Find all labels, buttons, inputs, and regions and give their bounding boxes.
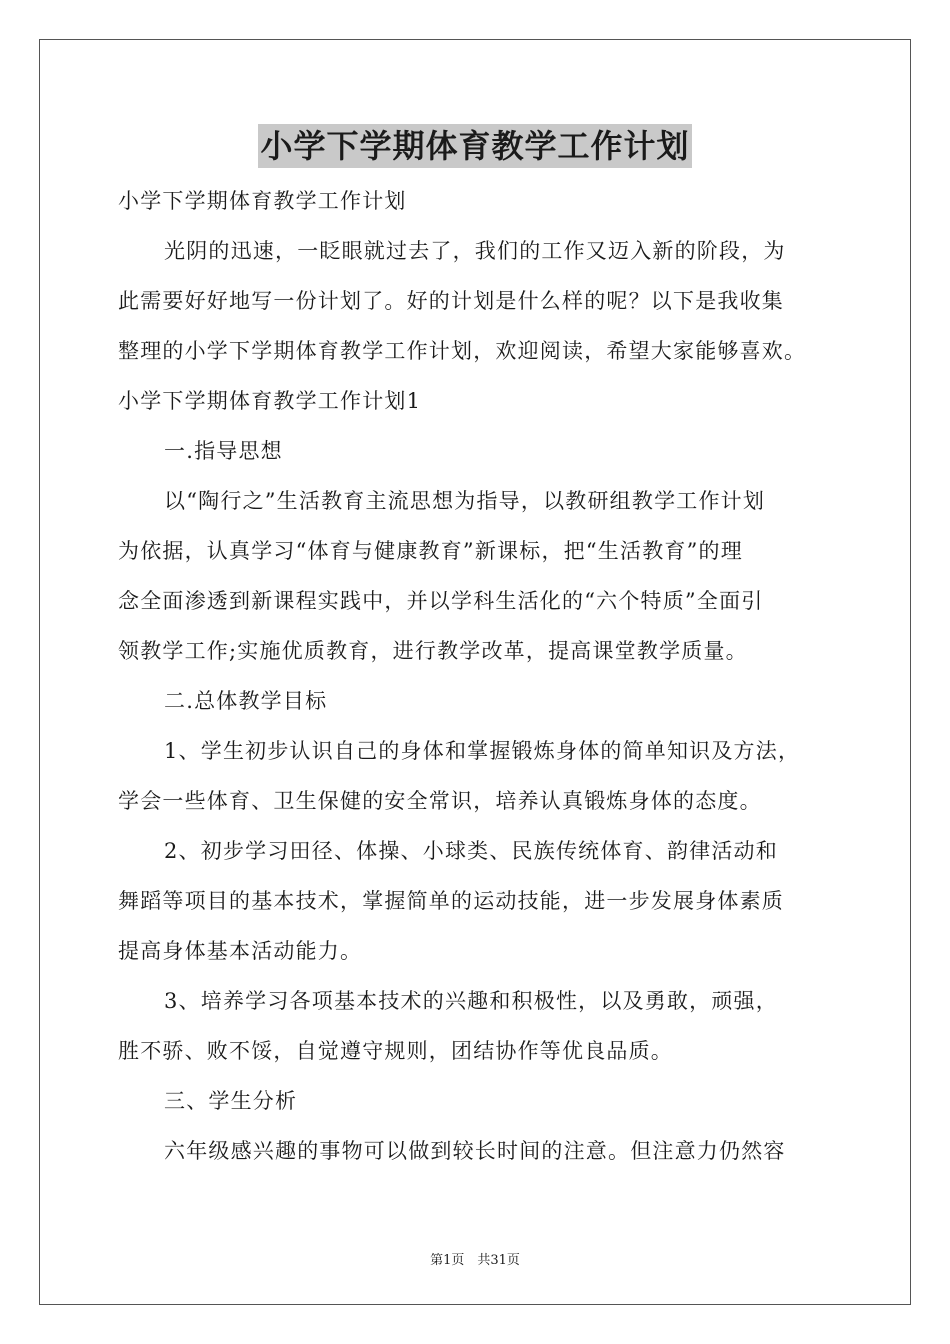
text-line: 学会一些体育、卫生保健的安全常识，培养认真锻炼身体的态度。 (118, 789, 762, 813)
text-line: 1、学生初步认识自己的身体和掌握锻炼身体的简单知识及方法， (164, 739, 801, 763)
document-body (118, 176, 840, 1176)
text-line: 整理的小学下学期体育教学工作计划，欢迎阅读，希望大家能够喜欢。 (118, 339, 807, 363)
page-footer: 第1页 共31页 (430, 1253, 520, 1268)
text-line: 光阴的迅速，一眨眼就过去了，我们的工作又迈入新的阶段，为 (164, 239, 786, 263)
text-line: 六年级感兴趣的事物可以做到较长时间的注意。但注意力仍然容 (164, 1139, 786, 1163)
text-line: 为依据，认真学习“体育与健康教育”新课标，把“生活教育”的理 (118, 539, 743, 563)
text-line: 此需要好好地写一份计划了。好的计划是什么样的呢？以下是我收集 (118, 289, 784, 313)
text-line: 念全面渗透到新课程实践中，并以学科生活化的“六个特质”全面引 (118, 589, 764, 613)
text-line: 小学下学期体育教学工作计划1 (118, 389, 422, 413)
text-line: 2、初步学习田径、体操、小球类、民族传统体育、韵律活动和 (164, 839, 778, 863)
text-line: 一.指导思想 (164, 439, 283, 463)
text-line: 三、学生分析 (164, 1089, 298, 1113)
text-line: 提高身体基本活动能力。 (118, 939, 363, 963)
text-line: 舞蹈等项目的基本技术，掌握简单的运动技能，进一步发展身体素质 (118, 889, 784, 913)
title-area (0, 124, 950, 168)
text-line: 领教学工作;实施优质教育，进行教学改革，提高课堂教学质量。 (118, 639, 748, 663)
text-line: 3、培养学习各项基本技术的兴趣和积极性，以及勇敢，顽强， (164, 989, 778, 1013)
text-line: 以“陶行之”生活教育主流思想为指导，以教研组教学工作计划 (164, 489, 766, 513)
text-line: 二.总体教学目标 (164, 689, 328, 713)
text-line: 胜不骄、败不馁，自觉遵守规则，团结协作等优良品质。 (118, 1039, 673, 1063)
text-line: 小学下学期体育教学工作计划 (118, 189, 407, 213)
document-title: 小学下学期体育教学工作计划 (258, 124, 691, 168)
